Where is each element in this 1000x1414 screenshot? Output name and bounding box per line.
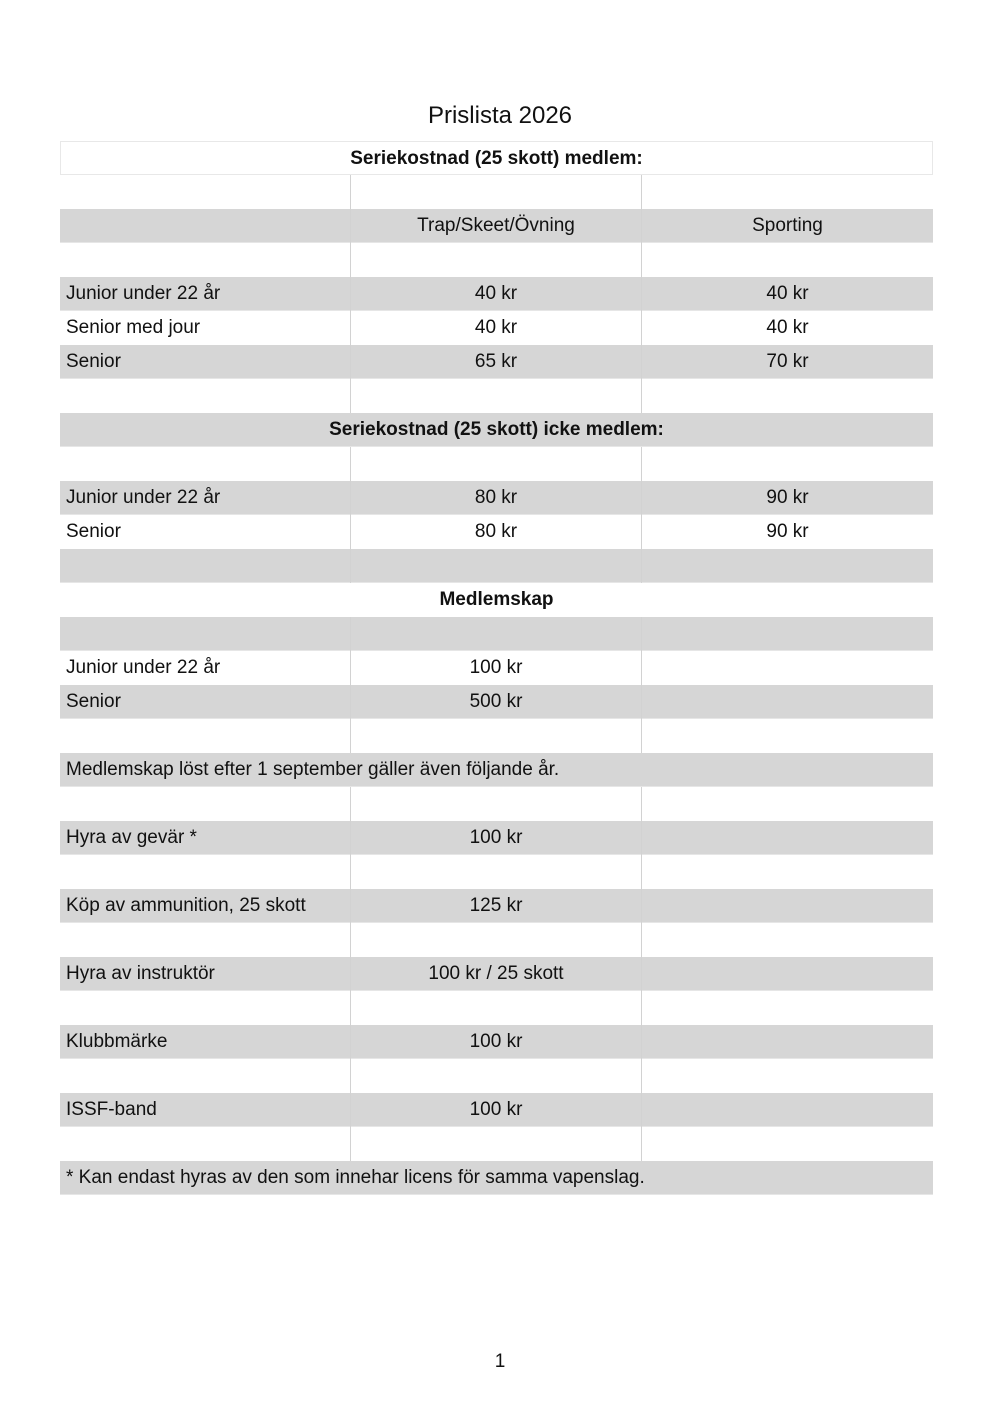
section-heading-member: [60, 141, 933, 175]
spacer-row: [60, 855, 933, 889]
item-price: 100 kr / 25 skott: [351, 957, 642, 991]
item-price: 100 kr: [351, 1025, 642, 1059]
membership-note: Medlemskap löst efter 1 september gäller även följande år.: [66, 759, 560, 780]
column-header-row: [60, 209, 933, 243]
document-title: Prislista 2026: [427, 102, 573, 129]
spacer-row: [60, 617, 933, 651]
spacer-row: [60, 243, 933, 277]
spacer-row: [60, 175, 933, 209]
item-price: 100 kr: [351, 1093, 642, 1127]
footnote-row: [60, 1161, 933, 1195]
spacer-row: [60, 923, 933, 957]
row-label: Senior: [60, 345, 351, 379]
row-label: ISSF-band: [60, 1093, 351, 1127]
row-label: Senior: [60, 515, 351, 549]
table-row: [60, 651, 933, 685]
sporting-price: 40 kr: [766, 317, 809, 338]
trap-price: 40 kr: [351, 311, 642, 345]
table-row: [60, 515, 933, 549]
row-label: Köp av ammunition, 25 skott: [60, 889, 351, 923]
row-label: Hyra av gevär *: [60, 821, 351, 855]
table-row: [60, 821, 933, 855]
table-row: [60, 1093, 933, 1127]
membership-price: 100 kr: [351, 651, 642, 685]
section-heading-text: Medlemskap: [439, 589, 554, 610]
spacer-row: [60, 1059, 933, 1093]
item-price: 100 kr: [351, 821, 642, 855]
section-heading-non-member: [60, 413, 933, 447]
spacer-row: [60, 549, 933, 583]
row-label: Klubbmärke: [60, 1025, 351, 1059]
sporting-price: 90 kr: [766, 487, 809, 508]
section-heading-membership: [60, 583, 933, 617]
column-header-trap: Trap/Skeet/Övning: [351, 209, 642, 243]
table-row: [60, 481, 933, 515]
column-header-sporting: Sporting: [752, 215, 823, 236]
table-row: [60, 1025, 933, 1059]
row-label: Junior under 22 år: [60, 651, 351, 685]
spacer-row: [60, 719, 933, 753]
table-row: [60, 957, 933, 991]
trap-price: 40 kr: [351, 277, 642, 311]
table-row: [60, 277, 933, 311]
spacer-row: [60, 991, 933, 1025]
column-header-label: [60, 209, 351, 243]
section-heading-text: Seriekostnad (25 skott) medlem:: [350, 148, 643, 169]
sporting-price: 90 kr: [766, 521, 809, 542]
footnote: * Kan endast hyras av den som innehar licens för samma vapenslag.: [66, 1167, 645, 1188]
membership-note-row: [60, 753, 933, 787]
price-table: [60, 141, 933, 1195]
membership-price: 500 kr: [351, 685, 642, 719]
spacer-row: [60, 787, 933, 821]
trap-price: 65 kr: [351, 345, 642, 379]
row-label: Junior under 22 år: [60, 277, 351, 311]
page-number: 1: [494, 1351, 506, 1372]
spacer-row: [60, 447, 933, 481]
trap-price: 80 kr: [351, 515, 642, 549]
row-label: Hyra av instruktör: [60, 957, 351, 991]
section-heading-text: Seriekostnad (25 skott) icke medlem:: [329, 419, 664, 440]
row-label: Junior under 22 år: [60, 481, 351, 515]
spacer-row: [60, 379, 933, 413]
row-label: Senior: [60, 685, 351, 719]
trap-price: 80 kr: [351, 481, 642, 515]
spacer-row: [60, 1127, 933, 1161]
sporting-price: 70 kr: [766, 351, 809, 372]
row-label: Senior med jour: [60, 311, 351, 345]
item-price: 125 kr: [351, 889, 642, 923]
table-row: [60, 345, 933, 379]
sporting-price: 40 kr: [766, 283, 809, 304]
table-row: [60, 685, 933, 719]
table-row: [60, 311, 933, 345]
table-row: [60, 889, 933, 923]
